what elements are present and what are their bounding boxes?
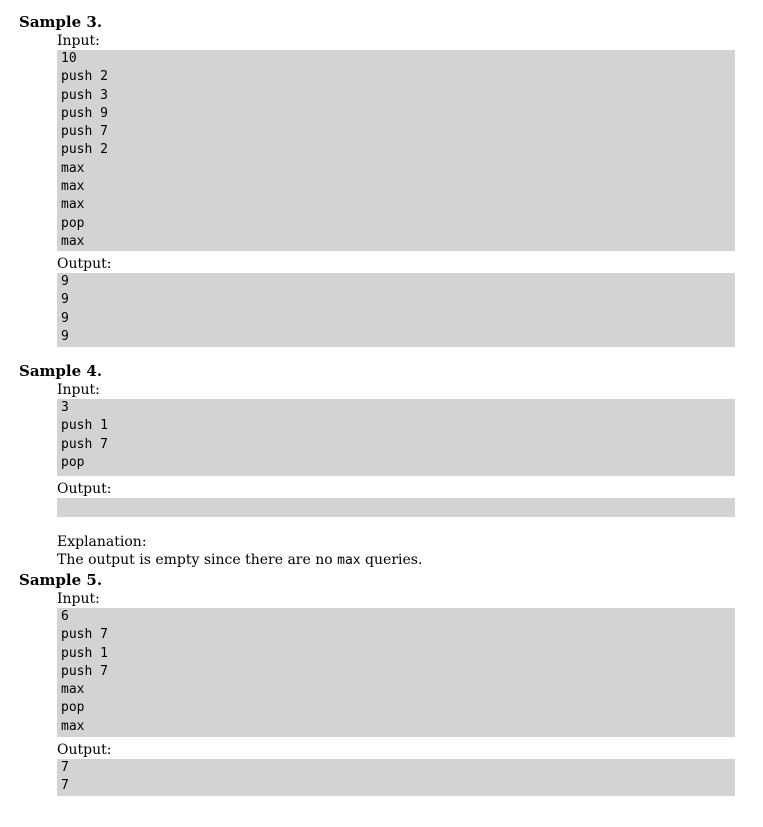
code-line: push 1 (61, 418, 108, 434)
sample-3-input-box (57, 50, 735, 251)
sample-5-output-box (57, 759, 735, 796)
code-line: max (61, 197, 85, 213)
code-line: push 9 (61, 105, 108, 121)
code-line: 9 (61, 310, 69, 326)
code-line: 9 (61, 274, 69, 289)
sample-4-explanation-label: Explanation: (57, 534, 147, 550)
code-line: 9 (61, 328, 69, 344)
sample-5-input-box (57, 608, 735, 737)
explanation-text-before: The output is empty since there are no (57, 552, 338, 568)
explanation-text-after: queries. (360, 552, 423, 568)
code-line: push 2 (61, 142, 108, 158)
sample-5-output-label: Output: (57, 742, 112, 758)
sample-3-input-label: Input: (57, 33, 100, 49)
code-line: push 2 (61, 69, 108, 85)
code-line: 7 (61, 778, 69, 794)
sample-3-output-label: Output: (57, 256, 112, 272)
code-line: 3 (61, 400, 69, 415)
sample-5-title: Sample 5. (19, 571, 103, 589)
sample-4-title: Sample 4. (19, 362, 103, 380)
sample-4-output-box-empty (57, 498, 735, 517)
code-line: 7 (61, 760, 69, 775)
sample-3-title: Sample 3. (19, 13, 103, 31)
code-line: push 1 (61, 645, 108, 661)
code-line: max (61, 682, 85, 698)
code-line: max (61, 179, 85, 195)
code-line: pop (61, 700, 85, 716)
code-line: 9 (61, 292, 69, 308)
code-line: pop (61, 454, 85, 470)
code-line: push 7 (61, 663, 108, 679)
sample-4-output-label: Output: (57, 481, 112, 497)
sample-5-input-label: Input: (57, 591, 100, 607)
code-line: max (61, 233, 85, 249)
sample-4-explanation-text (57, 551, 422, 570)
sample-4-input-label: Input: (57, 382, 100, 398)
code-line: push 3 (61, 87, 108, 103)
code-line: max (61, 718, 85, 734)
sample-3-output-box (57, 273, 735, 347)
code-line: pop (61, 215, 85, 231)
sample-4-input-box (57, 399, 735, 476)
explanation-code-max: max (337, 553, 361, 568)
code-line: 10 (61, 51, 77, 66)
code-line: push 7 (61, 124, 108, 140)
code-line: push 7 (61, 436, 108, 452)
code-line: 6 (61, 609, 69, 624)
code-line: max (61, 160, 85, 176)
code-line: push 7 (61, 627, 108, 643)
